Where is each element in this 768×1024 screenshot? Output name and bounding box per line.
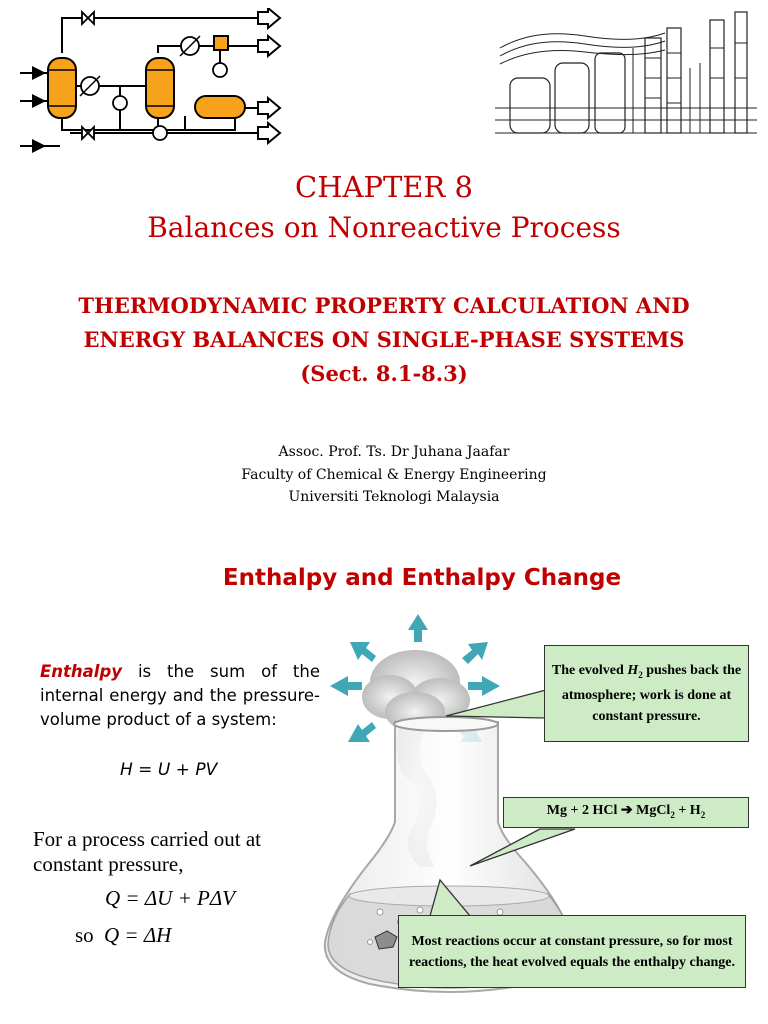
enthalpy-equation: H = U + PV (120, 760, 218, 780)
callout-reaction-equation: Mg + 2 HCl ➔ MgCl$_2$ + $H_2$ (503, 797, 749, 828)
heat-equation: Q = ΔU + PΔV (105, 886, 235, 910)
author-name: Assoc. Prof. Ts. Dr Juhana Jaafar (278, 444, 510, 460)
section-title-line3: (Sect. 8.1-8.3) (300, 361, 468, 386)
constant-pressure-text: For a process carried out at constant pressure, (33, 827, 261, 876)
callout-constant-pressure: Most reactions occur at constant pressure, so for most reactions, the heat evolved equals the enthalpy change. (398, 915, 746, 988)
enthalpy-heading: Enthalpy and Enthalpy Change (222, 565, 622, 591)
heat-enthalpy-equation: Q = ΔH (104, 923, 172, 947)
reaction-arrow-icon: ➔ (620, 802, 633, 818)
section-title-line2: ENERGY BALANCES ON SINGLE-PHASE SYSTEMS (83, 327, 685, 352)
author-faculty: Faculty of Chemical & Energy Engineering (241, 467, 547, 483)
heat-enthalpy-prefix: so (75, 923, 94, 947)
section-title-line1: THERMODYNAMIC PROPERTY CALCULATION AND (78, 293, 690, 318)
callout-h2-work: The evolved $H_2$ pushes back the atmosphere; work is done at constant pressure. (544, 645, 749, 742)
chapter-subtitle: Balances on Nonreactive Process (147, 211, 621, 244)
chapter-label: CHAPTER 8 (295, 170, 473, 204)
author-university: Universiti Teknologi Malaysia (288, 489, 500, 505)
enthalpy-definition-rest: is the sum of the internal energy and the pressure-volume product of a system: (40, 662, 320, 729)
enthalpy-keyword: Enthalpy (40, 662, 123, 681)
